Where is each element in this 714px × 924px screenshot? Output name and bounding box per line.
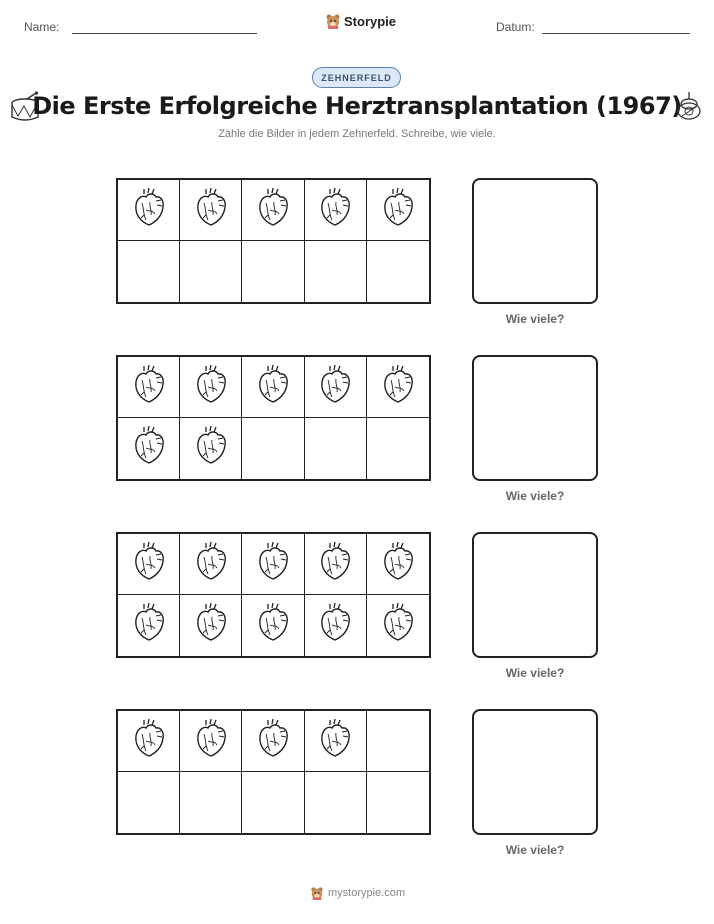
- how-many-label-2: Wie viele?: [505, 489, 565, 503]
- answer-box-1[interactable]: [472, 178, 598, 304]
- anatomical-heart-icon: [194, 603, 228, 648]
- anatomical-heart-icon: [318, 719, 352, 764]
- anatomical-heart-icon: [381, 365, 415, 410]
- answer-box-3[interactable]: [472, 532, 598, 658]
- ten-frame-cell: [118, 595, 180, 656]
- ten-frame-cell: [367, 418, 429, 479]
- footer-url: mystorypie.com: [328, 887, 406, 899]
- bear-icon: [310, 886, 324, 900]
- anatomical-heart-icon: [132, 542, 166, 587]
- anatomical-heart-icon: [132, 603, 166, 648]
- ten-frame-cell: [242, 711, 304, 772]
- ten-frame-cell: [305, 595, 367, 656]
- date-label: Datum:: [496, 20, 535, 34]
- anatomical-heart-icon: [318, 365, 352, 410]
- anatomical-heart-icon: [194, 426, 228, 471]
- ten-frame-cell: [367, 534, 429, 595]
- answer-box-2[interactable]: [472, 355, 598, 481]
- ten-frame-cell: [118, 772, 180, 833]
- ten-frame-cell: [367, 595, 429, 656]
- ten-frame-cell: [242, 595, 304, 656]
- ten-frame-2: [116, 355, 431, 481]
- anatomical-heart-icon: [256, 719, 290, 764]
- worksheet-type-badge: ZEHNERFELD: [312, 67, 401, 88]
- trumpet-icon: [676, 91, 702, 123]
- ten-frame-cell: [180, 180, 242, 241]
- ten-frame-cell: [305, 418, 367, 479]
- ten-frame-cell: [367, 772, 429, 833]
- ten-frame-cell: [242, 241, 304, 302]
- ten-frame-cell: [305, 357, 367, 418]
- how-many-label-4: Wie viele?: [505, 843, 565, 857]
- ten-frame-cell: [305, 711, 367, 772]
- anatomical-heart-icon: [132, 719, 166, 764]
- ten-frame-cell: [118, 180, 180, 241]
- page-title: Die Erste Erfolgreiche Herztransplantation (1967): [32, 92, 682, 120]
- ten-frame-cell: [367, 241, 429, 302]
- footer: [310, 886, 405, 900]
- ten-frame-cell: [180, 418, 242, 479]
- anatomical-heart-icon: [318, 188, 352, 233]
- anatomical-heart-icon: [256, 542, 290, 587]
- anatomical-heart-icon: [256, 365, 290, 410]
- ten-frame-3: [116, 532, 431, 658]
- ten-frame-cell: [180, 241, 242, 302]
- anatomical-heart-icon: [194, 365, 228, 410]
- how-many-label-3: Wie viele?: [505, 666, 565, 680]
- ten-frame-cell: [118, 418, 180, 479]
- anatomical-heart-icon: [318, 603, 352, 648]
- ten-frame-cell: [305, 241, 367, 302]
- answer-box-4[interactable]: [472, 709, 598, 835]
- anatomical-heart-icon: [194, 188, 228, 233]
- anatomical-heart-icon: [132, 426, 166, 471]
- ten-frame-cell: [118, 711, 180, 772]
- anatomical-heart-icon: [194, 719, 228, 764]
- ten-frame-cell: [305, 180, 367, 241]
- anatomical-heart-icon: [132, 365, 166, 410]
- ten-frame-cell: [242, 772, 304, 833]
- ten-frame-cell: [367, 357, 429, 418]
- ten-frame-4: [116, 709, 431, 835]
- name-label: Name:: [24, 20, 60, 34]
- ten-frame-cell: [118, 357, 180, 418]
- instructions: Zähle die Bilder in jedem Zehnerfeld. Schreibe, wie viele.: [218, 128, 496, 140]
- anatomical-heart-icon: [381, 542, 415, 587]
- anatomical-heart-icon: [318, 542, 352, 587]
- ten-frame-cell: [242, 418, 304, 479]
- ten-frame-cell: [367, 711, 429, 772]
- brand-name: Storypie: [344, 13, 397, 29]
- ten-frame-cell: [242, 357, 304, 418]
- ten-frame-cell: [305, 534, 367, 595]
- anatomical-heart-icon: [381, 603, 415, 648]
- ten-frame-cell: [242, 534, 304, 595]
- anatomical-heart-icon: [381, 188, 415, 233]
- anatomical-heart-icon: [194, 542, 228, 587]
- ten-frame-cell: [180, 772, 242, 833]
- ten-frame-cell: [367, 180, 429, 241]
- brand-logo: [325, 13, 396, 29]
- anatomical-heart-icon: [256, 188, 290, 233]
- ten-frame-cell: [118, 534, 180, 595]
- name-line[interactable]: [72, 33, 257, 34]
- bear-icon: [325, 13, 341, 29]
- ten-frame-cell: [180, 534, 242, 595]
- ten-frame-cell: [118, 241, 180, 302]
- ten-frame-cell: [180, 357, 242, 418]
- anatomical-heart-icon: [132, 188, 166, 233]
- ten-frame-1: [116, 178, 431, 304]
- ten-frame-cell: [305, 772, 367, 833]
- ten-frame-cell: [180, 711, 242, 772]
- ten-frame-cell: [180, 595, 242, 656]
- date-line[interactable]: [542, 33, 690, 34]
- ten-frame-cell: [242, 180, 304, 241]
- anatomical-heart-icon: [256, 603, 290, 648]
- how-many-label-1: Wie viele?: [505, 312, 565, 326]
